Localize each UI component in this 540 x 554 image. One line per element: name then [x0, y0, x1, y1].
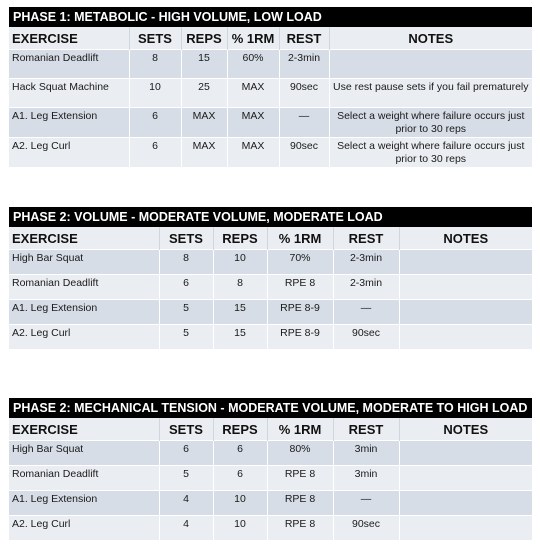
reps-cell: 8: [213, 275, 267, 300]
rm-cell: RPE 8: [267, 516, 333, 541]
rm-cell: RPE 8-9: [267, 325, 333, 350]
phase-1-table: [9, 7, 532, 167]
reps-cell: 15: [213, 300, 267, 325]
header-rest: REST: [333, 227, 399, 250]
phase-3-table: [9, 398, 532, 540]
notes-cell: [399, 250, 532, 275]
header-reps: REPS: [213, 418, 267, 441]
table-row: [9, 275, 532, 300]
rest-cell: 2-3min: [279, 50, 329, 79]
exercise-cell: High Bar Squat: [9, 441, 159, 466]
notes-cell: [399, 275, 532, 300]
header-sets: SETS: [129, 27, 181, 50]
phase-title: PHASE 1: METABOLIC - HIGH VOLUME, LOW LOAD: [9, 7, 532, 27]
rm-cell: 70%: [267, 250, 333, 275]
rest-cell: 90sec: [333, 325, 399, 350]
rest-cell: 90sec: [279, 138, 329, 168]
notes-cell: [399, 441, 532, 466]
header-rest: REST: [333, 418, 399, 441]
rm-cell: RPE 8: [267, 491, 333, 516]
table-row: [9, 50, 532, 79]
workout-table: [9, 227, 532, 349]
notes-cell: [329, 50, 532, 79]
sets-cell: 4: [159, 491, 213, 516]
rest-cell: —: [333, 300, 399, 325]
sets-cell: 6: [159, 441, 213, 466]
exercise-cell: Hack Squat Machine: [9, 79, 129, 108]
reps-cell: MAX: [181, 138, 227, 168]
rest-cell: 90sec: [279, 79, 329, 108]
header-notes: NOTES: [399, 418, 532, 441]
sets-cell: 5: [159, 466, 213, 491]
exercise-cell: High Bar Squat: [9, 250, 159, 275]
sets-cell: 10: [129, 79, 181, 108]
reps-cell: 15: [213, 325, 267, 350]
reps-cell: 10: [213, 516, 267, 541]
reps-cell: 25: [181, 79, 227, 108]
exercise-cell: A2. Leg Curl: [9, 325, 159, 350]
header-exercise: EXERCISE: [12, 230, 78, 246]
rest-cell: 3min: [333, 466, 399, 491]
reps-cell: 6: [213, 466, 267, 491]
exercise-cell: A2. Leg Curl: [9, 516, 159, 541]
rest-cell: —: [279, 108, 329, 138]
rest-cell: 3min: [333, 441, 399, 466]
sets-cell: 6: [129, 108, 181, 138]
rm-cell: 60%: [227, 50, 279, 79]
header-notes: NOTES: [329, 27, 532, 50]
workout-table: [9, 418, 532, 540]
table-row: [9, 250, 532, 275]
header-rest: REST: [279, 27, 329, 50]
sets-cell: 8: [159, 250, 213, 275]
sets-cell: 6: [159, 275, 213, 300]
notes-cell: [399, 325, 532, 350]
notes-cell: [399, 300, 532, 325]
header-reps: REPS: [181, 27, 227, 50]
sets-cell: 6: [129, 138, 181, 168]
header-sets: SETS: [159, 418, 213, 441]
exercise-cell: A1. Leg Extension: [9, 108, 129, 138]
rm-cell: MAX: [227, 79, 279, 108]
exercise-cell: A1. Leg Extension: [9, 491, 159, 516]
rm-cell: RPE 8: [267, 275, 333, 300]
phase-title: PHASE 2: MECHANICAL TENSION - MODERATE VOLUME, MODERATE TO HIGH LOAD: [9, 398, 532, 418]
notes-cell: Select a weight where failure occurs just prior to 30 reps: [329, 138, 532, 168]
notes-cell: [399, 516, 532, 541]
rest-cell: —: [333, 491, 399, 516]
exercise-cell: A1. Leg Extension: [9, 300, 159, 325]
header-sets: SETS: [159, 227, 213, 250]
table-row: [9, 466, 532, 491]
header-exercise: EXERCISE: [12, 421, 78, 437]
notes-cell: Use rest pause sets if you fail prematurely: [329, 79, 532, 108]
rm-cell: RPE 8: [267, 466, 333, 491]
exercise-cell: A2. Leg Curl: [9, 138, 129, 168]
header-exercise: EXERCISE: [12, 30, 78, 46]
header-reps: REPS: [213, 227, 267, 250]
table-row: [9, 516, 532, 541]
table-row: [9, 108, 532, 138]
rm-cell: MAX: [227, 108, 279, 138]
header-row: [9, 227, 532, 250]
table-row: [9, 491, 532, 516]
rm-cell: RPE 8-9: [267, 300, 333, 325]
rm-cell: MAX: [227, 138, 279, 168]
reps-cell: 6: [213, 441, 267, 466]
rest-cell: 2-3min: [333, 275, 399, 300]
exercise-cell: Romanian Deadlift: [9, 50, 129, 79]
rm-cell: 80%: [267, 441, 333, 466]
reps-cell: 10: [213, 250, 267, 275]
table-row: [9, 300, 532, 325]
phase-title: PHASE 2: VOLUME - MODERATE VOLUME, MODERATE LOAD: [9, 207, 532, 227]
rest-cell: 90sec: [333, 516, 399, 541]
exercise-cell: Romanian Deadlift: [9, 466, 159, 491]
sets-cell: 5: [159, 325, 213, 350]
header-row: [9, 418, 532, 441]
sets-cell: 8: [129, 50, 181, 79]
reps-cell: 15: [181, 50, 227, 79]
table-row: [9, 441, 532, 466]
header-1rm: % 1RM: [227, 27, 279, 50]
table-row: [9, 138, 532, 168]
phase-2-table: [9, 207, 532, 349]
header-notes: NOTES: [399, 227, 532, 250]
table-row: [9, 79, 532, 108]
reps-cell: 10: [213, 491, 267, 516]
exercise-cell: Romanian Deadlift: [9, 275, 159, 300]
rest-cell: 2-3min: [333, 250, 399, 275]
reps-cell: MAX: [181, 108, 227, 138]
header-row: [9, 27, 532, 50]
table-row: [9, 325, 532, 350]
header-1rm: % 1RM: [267, 227, 333, 250]
notes-cell: [399, 466, 532, 491]
header-1rm: % 1RM: [267, 418, 333, 441]
notes-cell: Select a weight where failure occurs just prior to 30 reps: [329, 108, 532, 138]
workout-table: [9, 27, 532, 167]
sets-cell: 5: [159, 300, 213, 325]
sets-cell: 4: [159, 516, 213, 541]
notes-cell: [399, 491, 532, 516]
